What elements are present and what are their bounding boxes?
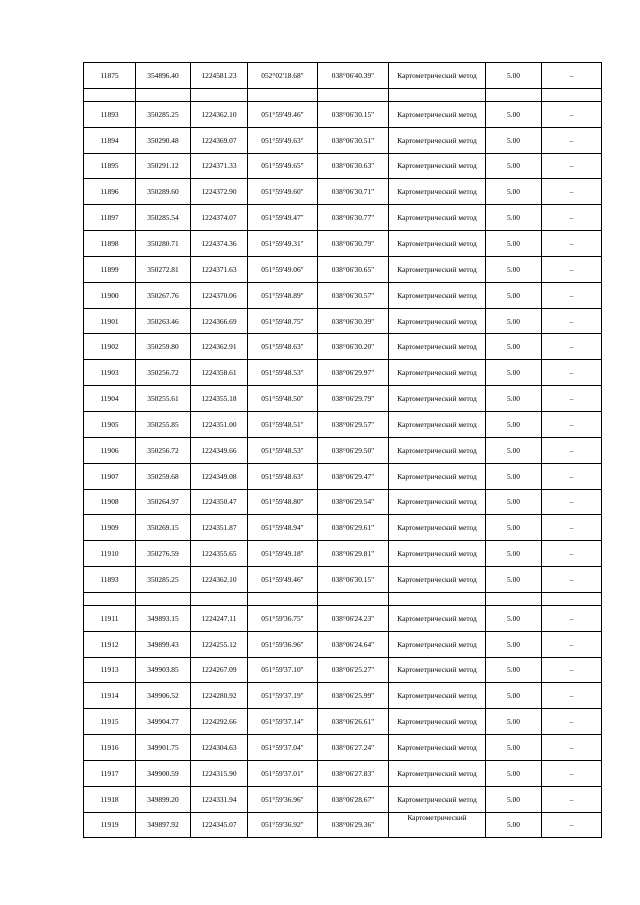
dash-cell: – xyxy=(542,515,602,541)
accuracy-cell: 5.00 xyxy=(486,657,542,683)
accuracy-cell: 5.00 xyxy=(486,760,542,786)
method-cell: Картометрический метод xyxy=(389,515,486,541)
latitude-cell: 051°59'49.47" xyxy=(248,205,318,231)
dash-cell: – xyxy=(542,709,602,735)
point-id-cell: 11917 xyxy=(84,760,136,786)
longitude-cell: 038°06'29.97" xyxy=(318,360,389,386)
y-coordinate-cell: 1224292.66 xyxy=(191,709,248,735)
latitude-cell: 051°59'36.75" xyxy=(248,605,318,631)
dash-cell: – xyxy=(542,153,602,179)
accuracy-cell: 5.00 xyxy=(486,360,542,386)
table-row xyxy=(84,153,602,179)
dash-cell: – xyxy=(542,101,602,127)
point-id-cell: 11913 xyxy=(84,657,136,683)
longitude-cell: 038°06'24.23" xyxy=(318,605,389,631)
y-coordinate-cell: 1224362.10 xyxy=(191,567,248,593)
longitude-cell: 038°06'29.54" xyxy=(318,489,389,515)
point-id-cell: 11904 xyxy=(84,386,136,412)
accuracy-cell: 5.00 xyxy=(486,179,542,205)
dash-cell: – xyxy=(542,567,602,593)
point-id-cell: 11899 xyxy=(84,256,136,282)
dash-cell: – xyxy=(542,760,602,786)
table-row xyxy=(84,541,602,567)
longitude-cell: 038°06'29.61" xyxy=(318,515,389,541)
y-coordinate-cell: 1224581.23 xyxy=(191,63,248,89)
x-coordinate-cell: 350276.59 xyxy=(136,541,191,567)
accuracy-cell: 5.00 xyxy=(486,489,542,515)
y-coordinate-cell: 1224349.66 xyxy=(191,437,248,463)
table-row xyxy=(84,567,602,593)
latitude-cell: 051°59'48.94" xyxy=(248,515,318,541)
latitude-cell: 051°59'48.53" xyxy=(248,437,318,463)
table-row xyxy=(84,657,602,683)
method-cell: Картометрический метод xyxy=(389,631,486,657)
empty-cell xyxy=(389,88,486,101)
empty-cell xyxy=(248,592,318,605)
method-cell: Картометрический метод xyxy=(389,63,486,89)
method-cell: Картометрический метод xyxy=(389,411,486,437)
longitude-cell: 038°06'30.71" xyxy=(318,179,389,205)
x-coordinate-cell: 350285.25 xyxy=(136,567,191,593)
point-id-cell: 11909 xyxy=(84,515,136,541)
latitude-cell: 051°59'49.60" xyxy=(248,179,318,205)
empty-cell xyxy=(389,592,486,605)
coordinates-table xyxy=(83,62,602,838)
point-id-cell: 11897 xyxy=(84,205,136,231)
longitude-cell: 038°06'26.61" xyxy=(318,709,389,735)
longitude-cell: 038°06'40.39" xyxy=(318,63,389,89)
dash-cell: – xyxy=(542,386,602,412)
x-coordinate-cell: 350259.80 xyxy=(136,334,191,360)
point-id-cell: 11910 xyxy=(84,541,136,567)
dash-cell: – xyxy=(542,360,602,386)
x-coordinate-cell: 350259.68 xyxy=(136,463,191,489)
empty-cell xyxy=(542,88,602,101)
x-coordinate-cell: 350269.15 xyxy=(136,515,191,541)
longitude-cell: 038°06'28.67" xyxy=(318,786,389,812)
latitude-cell: 051°59'48.63" xyxy=(248,334,318,360)
accuracy-cell: 5.00 xyxy=(486,411,542,437)
dash-cell: – xyxy=(542,411,602,437)
latitude-cell: 051°59'37.04" xyxy=(248,735,318,761)
accuracy-cell: 5.00 xyxy=(486,334,542,360)
dash-cell: – xyxy=(542,605,602,631)
point-id-cell: 11908 xyxy=(84,489,136,515)
x-coordinate-cell: 350290.48 xyxy=(136,127,191,153)
method-cell: Картометрический метод xyxy=(389,760,486,786)
x-coordinate-cell: 349903.85 xyxy=(136,657,191,683)
latitude-cell: 051°59'37.01" xyxy=(248,760,318,786)
table-row xyxy=(84,205,602,231)
empty-cell xyxy=(136,88,191,101)
y-coordinate-cell: 1224371.33 xyxy=(191,153,248,179)
longitude-cell: 038°06'30.79" xyxy=(318,231,389,257)
y-coordinate-cell: 1224304.63 xyxy=(191,735,248,761)
point-id-cell: 11918 xyxy=(84,786,136,812)
dash-cell: – xyxy=(542,205,602,231)
y-coordinate-cell: 1224374.07 xyxy=(191,205,248,231)
accuracy-cell: 5.00 xyxy=(486,463,542,489)
method-cell: Картометрический xyxy=(389,812,486,838)
method-cell: Картометрический метод xyxy=(389,735,486,761)
point-id-cell: 11901 xyxy=(84,308,136,334)
table-row xyxy=(84,256,602,282)
table-row xyxy=(84,631,602,657)
x-coordinate-cell: 349897.92 xyxy=(136,812,191,838)
point-id-cell: 11898 xyxy=(84,231,136,257)
x-coordinate-cell: 349893.15 xyxy=(136,605,191,631)
point-id-cell: 11911 xyxy=(84,605,136,631)
table-row xyxy=(84,231,602,257)
empty-cell xyxy=(486,592,542,605)
accuracy-cell: 5.00 xyxy=(486,256,542,282)
accuracy-cell: 5.00 xyxy=(486,101,542,127)
table-row xyxy=(84,282,602,308)
table-row xyxy=(84,437,602,463)
table-row xyxy=(84,760,602,786)
latitude-cell: 051°59'48.53" xyxy=(248,360,318,386)
x-coordinate-cell: 349901.75 xyxy=(136,735,191,761)
y-coordinate-cell: 1224345.07 xyxy=(191,812,248,838)
accuracy-cell: 5.00 xyxy=(486,683,542,709)
empty-cell xyxy=(318,88,389,101)
longitude-cell: 038°06'30.65" xyxy=(318,256,389,282)
empty-cell xyxy=(84,88,136,101)
x-coordinate-cell: 350256.72 xyxy=(136,360,191,386)
x-coordinate-cell: 350256.72 xyxy=(136,437,191,463)
method-cell: Картометрический метод xyxy=(389,541,486,567)
method-cell: Картометрический метод xyxy=(389,709,486,735)
accuracy-cell: 5.00 xyxy=(486,205,542,231)
accuracy-cell: 5.00 xyxy=(486,153,542,179)
x-coordinate-cell: 350280.71 xyxy=(136,231,191,257)
x-coordinate-cell: 350263.46 xyxy=(136,308,191,334)
empty-cell xyxy=(191,88,248,101)
accuracy-cell: 5.00 xyxy=(486,735,542,761)
y-coordinate-cell: 1224355.18 xyxy=(191,386,248,412)
point-id-cell: 11900 xyxy=(84,282,136,308)
table-body xyxy=(84,63,602,838)
dash-cell: – xyxy=(542,63,602,89)
latitude-cell: 051°59'48.51" xyxy=(248,411,318,437)
y-coordinate-cell: 1224358.61 xyxy=(191,360,248,386)
method-cell: Картометрический метод xyxy=(389,179,486,205)
point-id-cell: 11915 xyxy=(84,709,136,735)
y-coordinate-cell: 1224331.94 xyxy=(191,786,248,812)
accuracy-cell: 5.00 xyxy=(486,308,542,334)
empty-cell xyxy=(486,88,542,101)
latitude-cell: 051°59'36.96" xyxy=(248,631,318,657)
point-id-cell: 11907 xyxy=(84,463,136,489)
point-id-cell: 11914 xyxy=(84,683,136,709)
latitude-cell: 051°59'48.89" xyxy=(248,282,318,308)
point-id-cell: 11916 xyxy=(84,735,136,761)
latitude-cell: 051°59'48.50" xyxy=(248,386,318,412)
method-cell: Картометрический метод xyxy=(389,205,486,231)
table-row xyxy=(84,463,602,489)
y-coordinate-cell: 1224374.36 xyxy=(191,231,248,257)
longitude-cell: 038°06'25.27" xyxy=(318,657,389,683)
y-coordinate-cell: 1224370.06 xyxy=(191,282,248,308)
empty-cell xyxy=(542,592,602,605)
method-cell: Картометрический метод xyxy=(389,683,486,709)
dash-cell: – xyxy=(542,256,602,282)
table-row xyxy=(84,360,602,386)
accuracy-cell: 5.00 xyxy=(486,812,542,838)
accuracy-cell: 5.00 xyxy=(486,605,542,631)
x-coordinate-cell: 349904.77 xyxy=(136,709,191,735)
method-cell: Картометрический метод xyxy=(389,282,486,308)
point-id-cell: 11893 xyxy=(84,567,136,593)
table-row xyxy=(84,308,602,334)
longitude-cell: 038°06'30.39" xyxy=(318,308,389,334)
x-coordinate-cell: 349906.52 xyxy=(136,683,191,709)
table-row xyxy=(84,179,602,205)
point-id-cell: 11919 xyxy=(84,812,136,838)
longitude-cell: 038°06'30.20" xyxy=(318,334,389,360)
x-coordinate-cell: 350285.54 xyxy=(136,205,191,231)
longitude-cell: 038°06'27.24" xyxy=(318,735,389,761)
point-id-cell: 11912 xyxy=(84,631,136,657)
longitude-cell: 038°06'30.57" xyxy=(318,282,389,308)
longitude-cell: 038°06'30.63" xyxy=(318,153,389,179)
x-coordinate-cell: 349899.20 xyxy=(136,786,191,812)
method-cell: Картометрический метод xyxy=(389,386,486,412)
x-coordinate-cell: 349899.43 xyxy=(136,631,191,657)
dash-cell: – xyxy=(542,463,602,489)
longitude-cell: 038°06'25.99" xyxy=(318,683,389,709)
table-row xyxy=(84,63,602,89)
accuracy-cell: 5.00 xyxy=(486,786,542,812)
x-coordinate-cell: 350264.97 xyxy=(136,489,191,515)
latitude-cell: 051°59'49.06" xyxy=(248,256,318,282)
dash-cell: – xyxy=(542,334,602,360)
table-row xyxy=(84,101,602,127)
accuracy-cell: 5.00 xyxy=(486,282,542,308)
x-coordinate-cell: 354896.40 xyxy=(136,63,191,89)
accuracy-cell: 5.00 xyxy=(486,709,542,735)
accuracy-cell: 5.00 xyxy=(486,437,542,463)
dash-cell: – xyxy=(542,308,602,334)
method-cell: Картометрический метод xyxy=(389,489,486,515)
latitude-cell: 052°02'18.68" xyxy=(248,63,318,89)
dash-cell: – xyxy=(542,179,602,205)
accuracy-cell: 5.00 xyxy=(486,631,542,657)
dash-cell: – xyxy=(542,489,602,515)
y-coordinate-cell: 1224355.65 xyxy=(191,541,248,567)
table-row xyxy=(84,127,602,153)
table-row xyxy=(84,386,602,412)
latitude-cell: 051°59'49.18" xyxy=(248,541,318,567)
dash-cell: – xyxy=(542,683,602,709)
dash-cell: – xyxy=(542,786,602,812)
accuracy-cell: 5.00 xyxy=(486,386,542,412)
y-coordinate-cell: 1224247.11 xyxy=(191,605,248,631)
latitude-cell: 051°59'49.31" xyxy=(248,231,318,257)
point-id-cell: 11895 xyxy=(84,153,136,179)
accuracy-cell: 5.00 xyxy=(486,63,542,89)
x-coordinate-cell: 350255.85 xyxy=(136,411,191,437)
table-row xyxy=(84,735,602,761)
latitude-cell: 051°59'48.63" xyxy=(248,463,318,489)
y-coordinate-cell: 1224255.12 xyxy=(191,631,248,657)
method-cell: Картометрический метод xyxy=(389,360,486,386)
empty-cell xyxy=(136,592,191,605)
x-coordinate-cell: 350285.25 xyxy=(136,101,191,127)
dash-cell: – xyxy=(542,541,602,567)
point-id-cell: 11906 xyxy=(84,437,136,463)
x-coordinate-cell: 350272.81 xyxy=(136,256,191,282)
dash-cell: – xyxy=(542,282,602,308)
y-coordinate-cell: 1224369.07 xyxy=(191,127,248,153)
dash-cell: – xyxy=(542,631,602,657)
y-coordinate-cell: 1224349.08 xyxy=(191,463,248,489)
dash-cell: – xyxy=(542,231,602,257)
accuracy-cell: 5.00 xyxy=(486,127,542,153)
separator-row xyxy=(84,88,602,101)
latitude-cell: 051°59'48.80" xyxy=(248,489,318,515)
longitude-cell: 038°06'29.79" xyxy=(318,386,389,412)
table-row xyxy=(84,683,602,709)
latitude-cell: 051°59'37.19" xyxy=(248,683,318,709)
y-coordinate-cell: 1224267.09 xyxy=(191,657,248,683)
y-coordinate-cell: 1224280.92 xyxy=(191,683,248,709)
table-row xyxy=(84,515,602,541)
accuracy-cell: 5.00 xyxy=(486,515,542,541)
longitude-cell: 038°06'30.77" xyxy=(318,205,389,231)
dash-cell: – xyxy=(542,437,602,463)
method-cell: Картометрический метод xyxy=(389,786,486,812)
latitude-cell: 051°59'36.92" xyxy=(248,812,318,838)
point-id-cell: 11905 xyxy=(84,411,136,437)
empty-cell xyxy=(191,592,248,605)
method-cell: Картометрический метод xyxy=(389,101,486,127)
method-cell: Картометрический метод xyxy=(389,437,486,463)
method-cell: Картометрический метод xyxy=(389,231,486,257)
table-row xyxy=(84,489,602,515)
longitude-cell: 038°06'29.81" xyxy=(318,541,389,567)
latitude-cell: 051°59'37.10" xyxy=(248,657,318,683)
y-coordinate-cell: 1224362.91 xyxy=(191,334,248,360)
dash-cell: – xyxy=(542,812,602,838)
method-cell: Картометрический метод xyxy=(389,657,486,683)
longitude-cell: 038°06'30.15" xyxy=(318,101,389,127)
table-row xyxy=(84,605,602,631)
x-coordinate-cell: 350267.76 xyxy=(136,282,191,308)
latitude-cell: 051°59'49.63" xyxy=(248,127,318,153)
dash-cell: – xyxy=(542,657,602,683)
table-row xyxy=(84,812,602,838)
accuracy-cell: 5.00 xyxy=(486,567,542,593)
point-id-cell: 11875 xyxy=(84,63,136,89)
table-row xyxy=(84,334,602,360)
separator-row xyxy=(84,592,602,605)
point-id-cell: 11896 xyxy=(84,179,136,205)
point-id-cell: 11902 xyxy=(84,334,136,360)
method-cell: Картометрический метод xyxy=(389,153,486,179)
latitude-cell: 051°59'48.75" xyxy=(248,308,318,334)
accuracy-cell: 5.00 xyxy=(486,231,542,257)
x-coordinate-cell: 350255.61 xyxy=(136,386,191,412)
empty-cell xyxy=(84,592,136,605)
x-coordinate-cell: 350289.60 xyxy=(136,179,191,205)
longitude-cell: 038°06'30.15" xyxy=(318,567,389,593)
dash-cell: – xyxy=(542,127,602,153)
y-coordinate-cell: 1224351.00 xyxy=(191,411,248,437)
method-cell: Картометрический метод xyxy=(389,127,486,153)
point-id-cell: 11893 xyxy=(84,101,136,127)
method-cell: Картометрический метод xyxy=(389,605,486,631)
y-coordinate-cell: 1224371.63 xyxy=(191,256,248,282)
longitude-cell: 038°06'24.64" xyxy=(318,631,389,657)
longitude-cell: 038°06'30.51" xyxy=(318,127,389,153)
table-row xyxy=(84,411,602,437)
latitude-cell: 051°59'36.96" xyxy=(248,786,318,812)
table-row xyxy=(84,709,602,735)
latitude-cell: 051°59'49.65" xyxy=(248,153,318,179)
latitude-cell: 051°59'49.46" xyxy=(248,101,318,127)
method-cell: Картометрический метод xyxy=(389,567,486,593)
y-coordinate-cell: 1224315.90 xyxy=(191,760,248,786)
y-coordinate-cell: 1224366.69 xyxy=(191,308,248,334)
latitude-cell: 051°59'37.14" xyxy=(248,709,318,735)
longitude-cell: 038°06'29.57" xyxy=(318,411,389,437)
x-coordinate-cell: 350291.12 xyxy=(136,153,191,179)
longitude-cell: 038°06'29.36" xyxy=(318,812,389,838)
y-coordinate-cell: 1224351.87 xyxy=(191,515,248,541)
accuracy-cell: 5.00 xyxy=(486,541,542,567)
x-coordinate-cell: 349900.59 xyxy=(136,760,191,786)
table-row xyxy=(84,786,602,812)
longitude-cell: 038°06'27.83" xyxy=(318,760,389,786)
point-id-cell: 11903 xyxy=(84,360,136,386)
method-cell: Картометрический метод xyxy=(389,308,486,334)
y-coordinate-cell: 1224350.47 xyxy=(191,489,248,515)
latitude-cell: 051°59'49.46" xyxy=(248,567,318,593)
method-cell: Картометрический метод xyxy=(389,256,486,282)
method-cell: Картометрический метод xyxy=(389,334,486,360)
empty-cell xyxy=(248,88,318,101)
dash-cell: – xyxy=(542,735,602,761)
empty-cell xyxy=(318,592,389,605)
point-id-cell: 11894 xyxy=(84,127,136,153)
y-coordinate-cell: 1224362.10 xyxy=(191,101,248,127)
longitude-cell: 038°06'29.50" xyxy=(318,437,389,463)
longitude-cell: 038°06'29.47" xyxy=(318,463,389,489)
method-cell: Картометрический метод xyxy=(389,463,486,489)
y-coordinate-cell: 1224372.90 xyxy=(191,179,248,205)
